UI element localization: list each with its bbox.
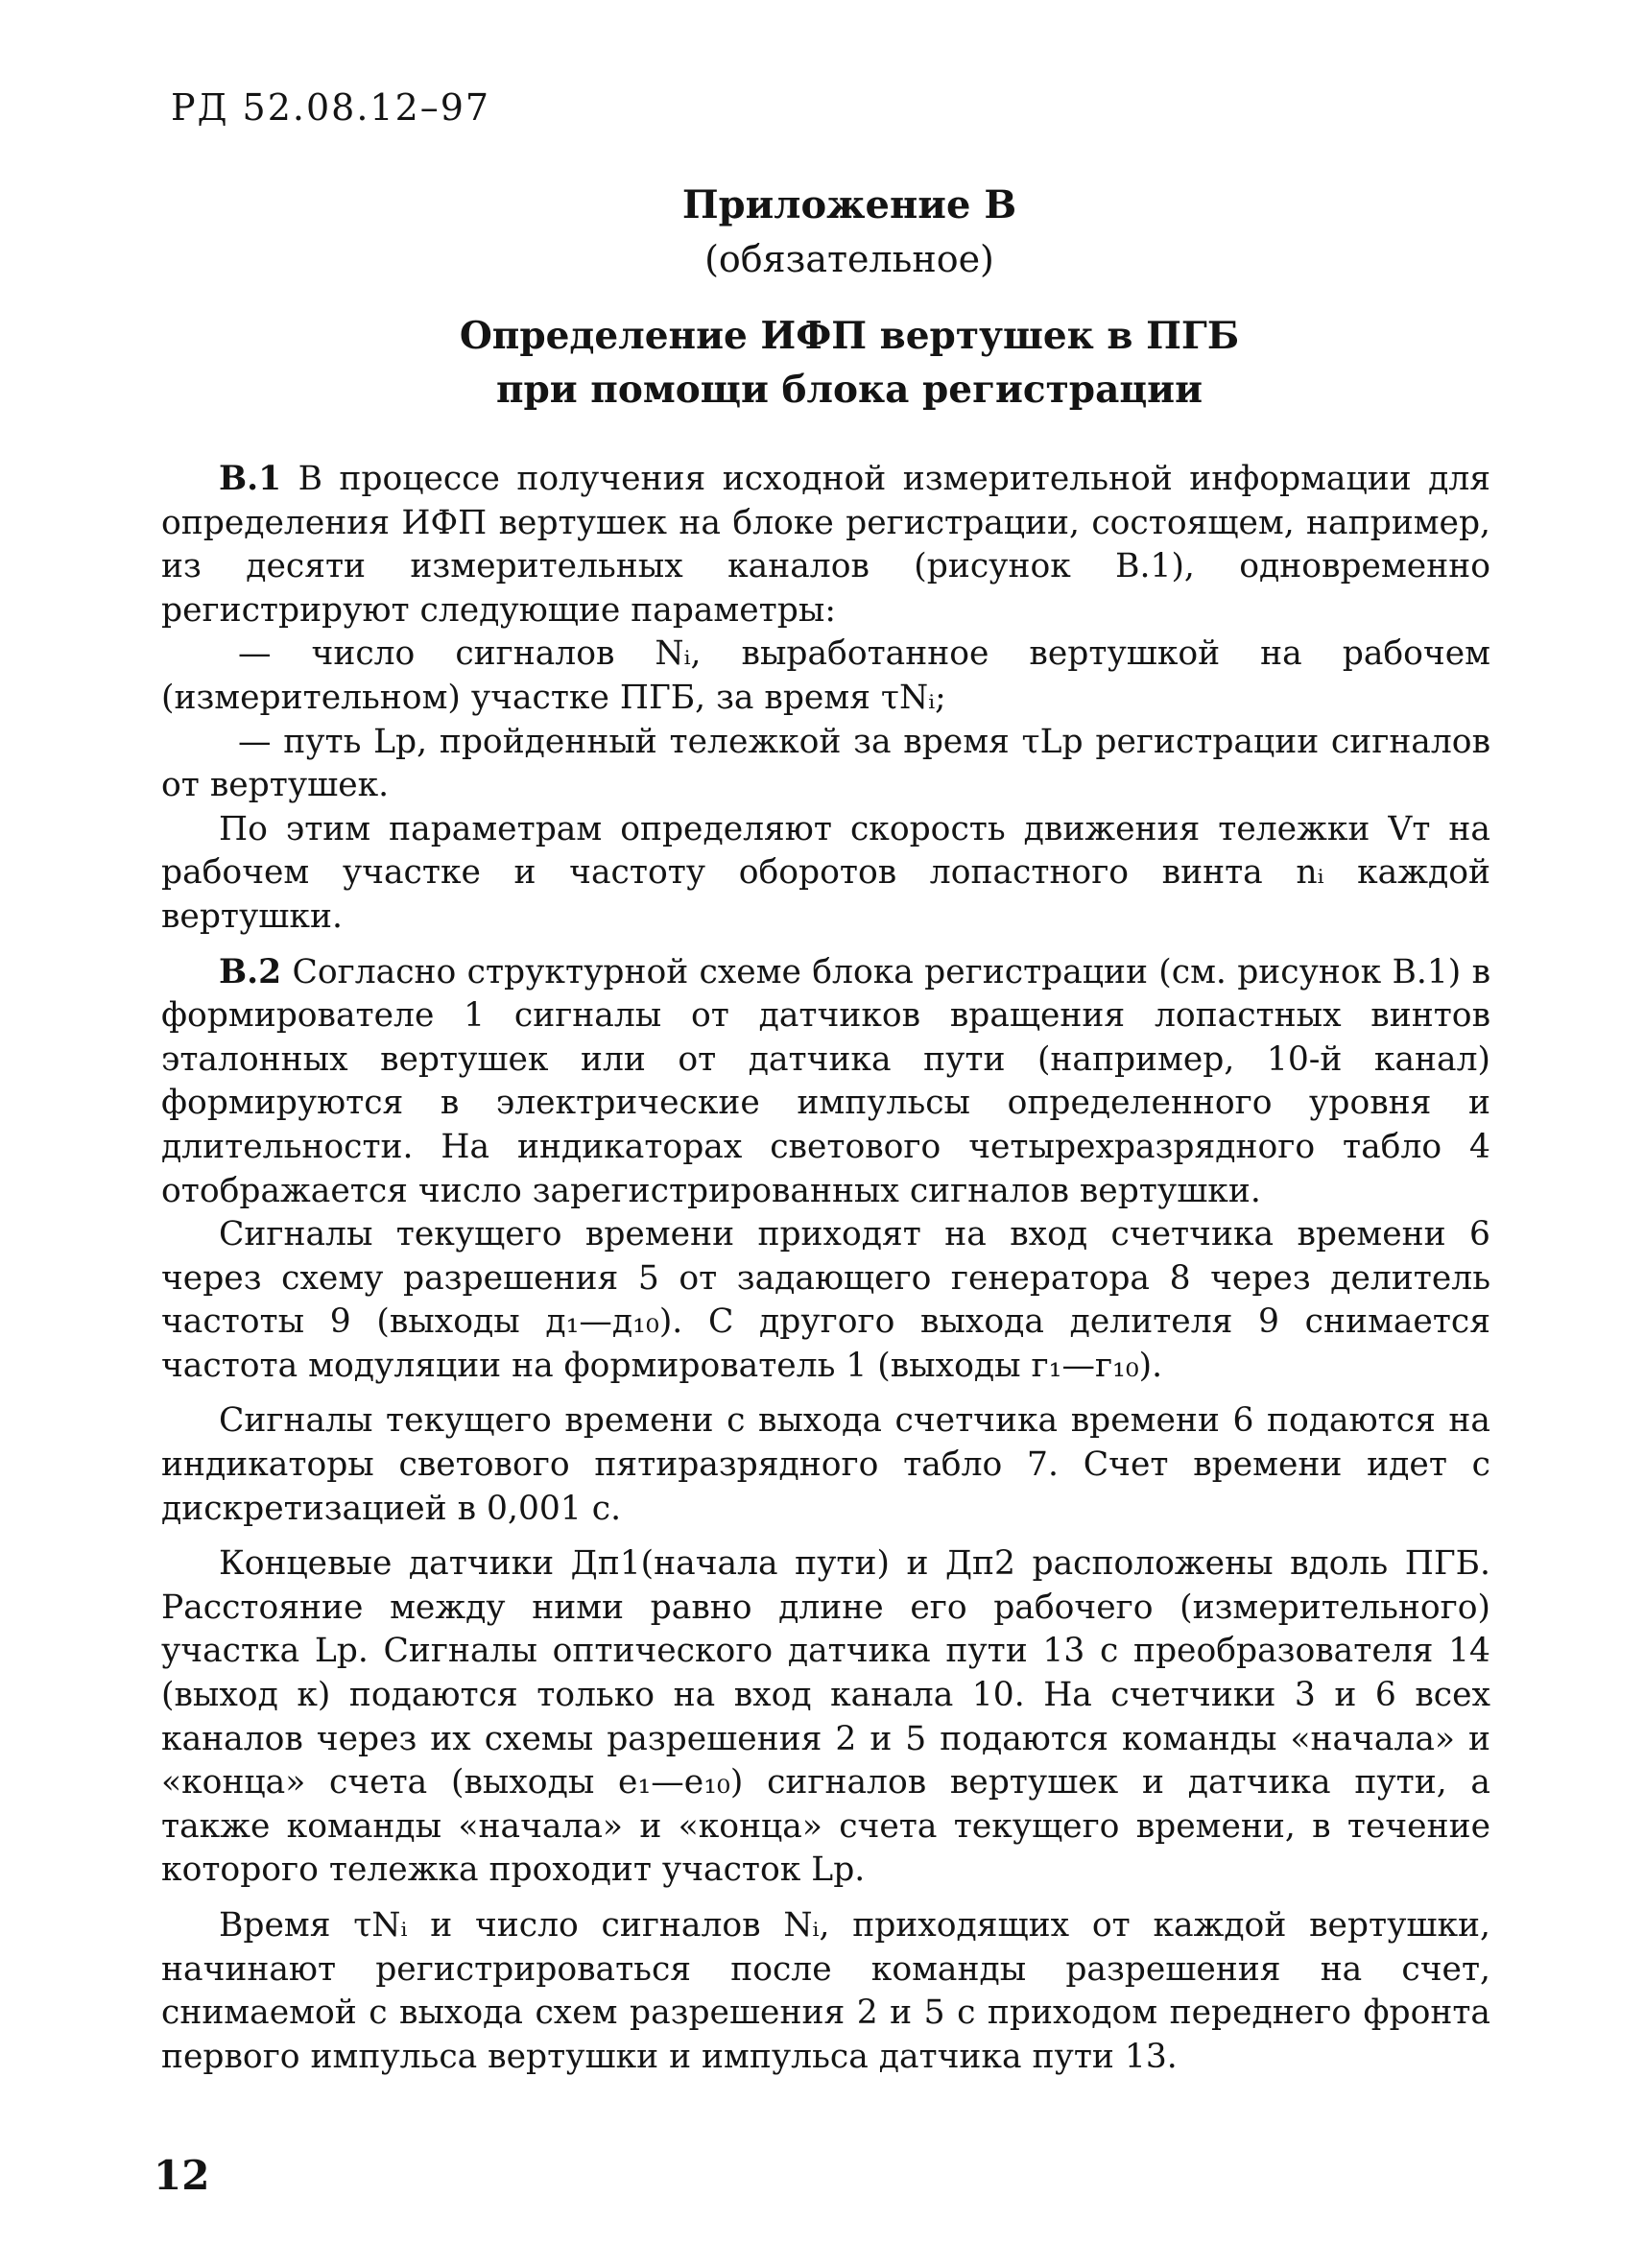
page-number: 12 (154, 2152, 210, 2199)
paragraph-b2-text: Согласно структурной схеме блока регистрации (см. рисунок В.1) в формирователе 1 сигналы от датчиков вращения лопастных винтов эталонных вертушек или от датчика пути (например, 10-й канал) формируются в электрические импульсы определенного уровня и длительности. На индикаторах светового четырехразрядного табло 4 отображается число зарегистрированных сигналов вертушки. (161, 952, 1490, 1210)
appendix-title: Приложение В (681, 182, 1017, 227)
section-title-line-2: при помощи блока регистрации (495, 368, 1203, 412)
clause-number-b2: В.2 (219, 952, 282, 991)
paragraph-b2 (161, 951, 1490, 1214)
appendix-note: (обязательное) (704, 238, 994, 280)
body-text (161, 458, 1490, 2079)
list-item-count: — число сигналов Nᵢ, выработанное вертушкой на рабочем (измерительном) участке ПГБ, за время τNᵢ; (161, 634, 1490, 717)
paragraph-time-signals: Сигналы текущего времени приходят на вход счетчика времени 6 через схему разрешения 5 от задающего генератора 8 через делитель частоты 9 (выходы д₁—д₁₀). С другого выхода делителя 9 снимается частота модуляции на формирователь 1 (выходы г₁—г₁₀). (161, 1215, 1490, 1385)
list-item-path: — путь Lр, пройденный тележкой за время τLр регистрации сигналов от вертушек. (161, 722, 1490, 805)
paragraph-end-sensors: Концевые датчики Дп1(начала пути) и Дп2 расположены вдоль ПГБ. Расстояние между ними равно длине его рабочего (измерительного) участка Lр. Сигналы оптического датчика пути 13 с преобразователя 14 (выход к) подаются только на вход канала 10. На счетчики 3 и 6 всех каналов через их схемы разрешения 2 и 5 подаются команды «начала» и «конца» счета (выходы е₁—е₁₀) сигналов вертушек и датчика пути, а также команды «начала» и «конца» счета текущего времени, в течение которого тележка проходит участок Lр. (161, 1544, 1490, 1890)
paragraph-registration: Время τNᵢ и число сигналов Nᵢ, приходящих от каждой вертушки, начинают регистрироваться после команды разрешения на счет, снимаемой с выхода схем разрешения 2 и 5 с приходом переднего фронта первого импульса вертушки и импульса датчика пути 13. (161, 1906, 1490, 2076)
paragraph-b1 (161, 458, 1490, 633)
paragraph-time-output: Сигналы текущего времени с выхода счетчика времени 6 подаются на индикаторы светового пятиразрядного табло 7. Счет времени идет с дискретизацией в 0,001 с. (161, 1401, 1490, 1528)
document-code: РД 52.08.12–97 (171, 86, 491, 129)
section-title-line-1: Определение ИФП вертушек в ПГБ (459, 314, 1240, 358)
paragraph-b1-cont: По этим параметрам определяют скорость движения тележки Vт на рабочем участке и частоту оборотов лопастного винта nᵢ каждой вертушки. (161, 809, 1490, 936)
section-title (288, 309, 1411, 417)
paragraph-b1-text: В процессе получения исходной измерительной информации для определения ИФП вертушек на блоке регистрации, состоящем, например, из десяти измерительных каналов (рисунок В.1), одновременно регистрируют следующие параметры: (161, 460, 1490, 630)
clause-number-b1: В.1 (219, 460, 282, 498)
